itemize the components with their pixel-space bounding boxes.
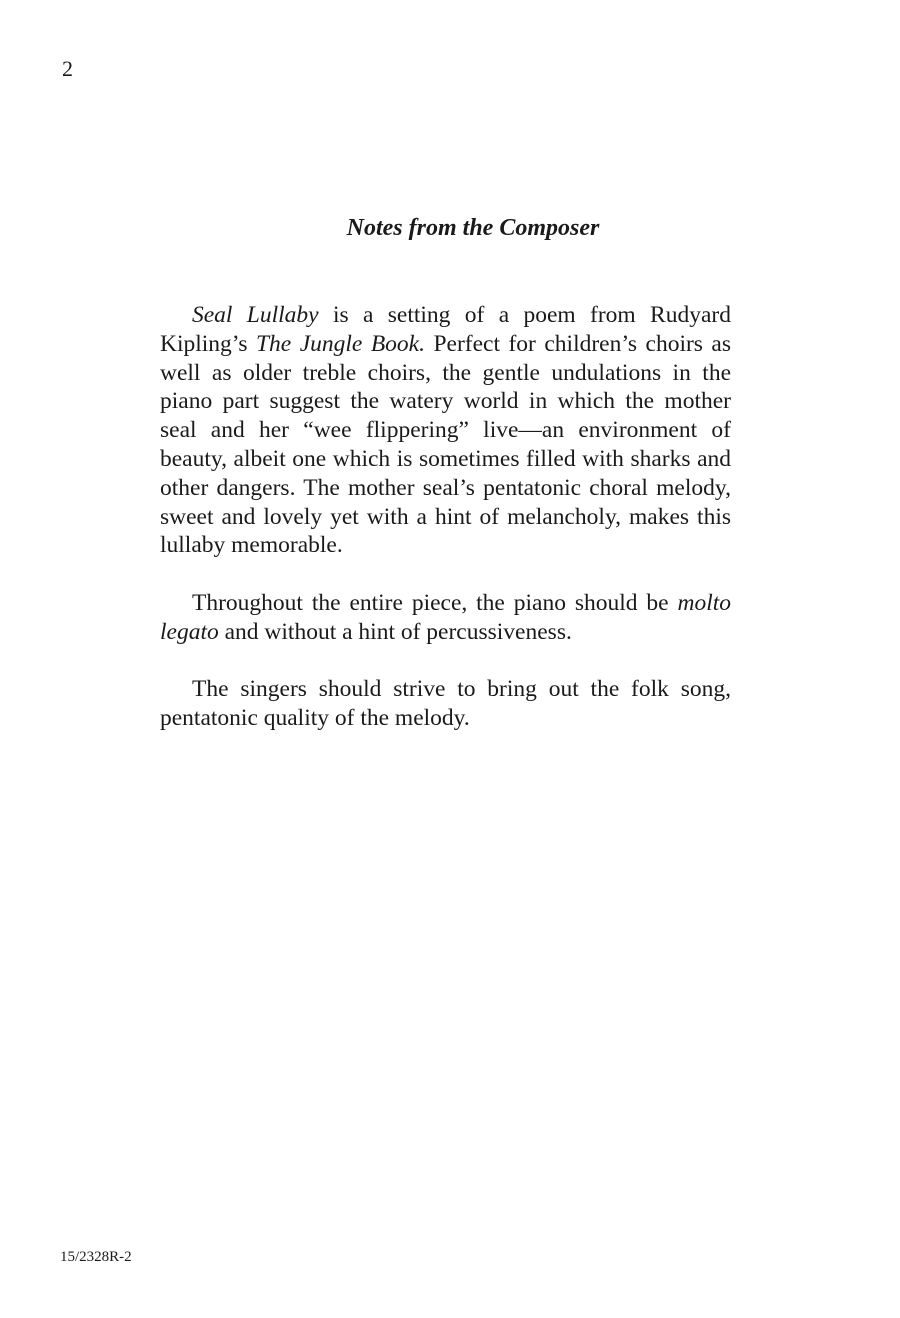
page-number: 2 xyxy=(62,56,73,81)
tempo-marking: molto legato xyxy=(160,589,731,645)
catalog-code: 15/2328R-2 xyxy=(60,1249,132,1265)
paragraph-intro xyxy=(160,301,731,560)
paragraph-text: is a setting of a poem from Rudyard Kipling’s xyxy=(160,302,731,357)
work-title: Seal Lullaby xyxy=(192,302,319,328)
paragraph-singers xyxy=(160,675,731,733)
notes-body xyxy=(160,301,731,762)
paragraph-text: Perfect for children’s choirs as well as older treble choirs, the gentle undulations in the piano part suggest the watery world in which the mother seal and her “wee flippering” live—an environment of beauty, albeit one which is sometimes filled with sharks and other dangers. The mother seal’s pentatonic choral melody, sweet and lovely yet with a hint of melancholy, makes this lullaby memorable. xyxy=(160,330,731,559)
page-title: Notes from the Composer xyxy=(346,215,600,241)
paragraph-text: and without a hint of percussiveness. xyxy=(218,618,572,645)
paragraph-text: The singers should strive to bring out the folk song, pentatonic quality of the melody. xyxy=(160,676,731,732)
paragraph-text: Throughout the entire piece, the piano should be xyxy=(192,589,678,616)
paragraph-piano xyxy=(160,589,731,647)
book-title: The Jungle Book. xyxy=(255,330,425,357)
